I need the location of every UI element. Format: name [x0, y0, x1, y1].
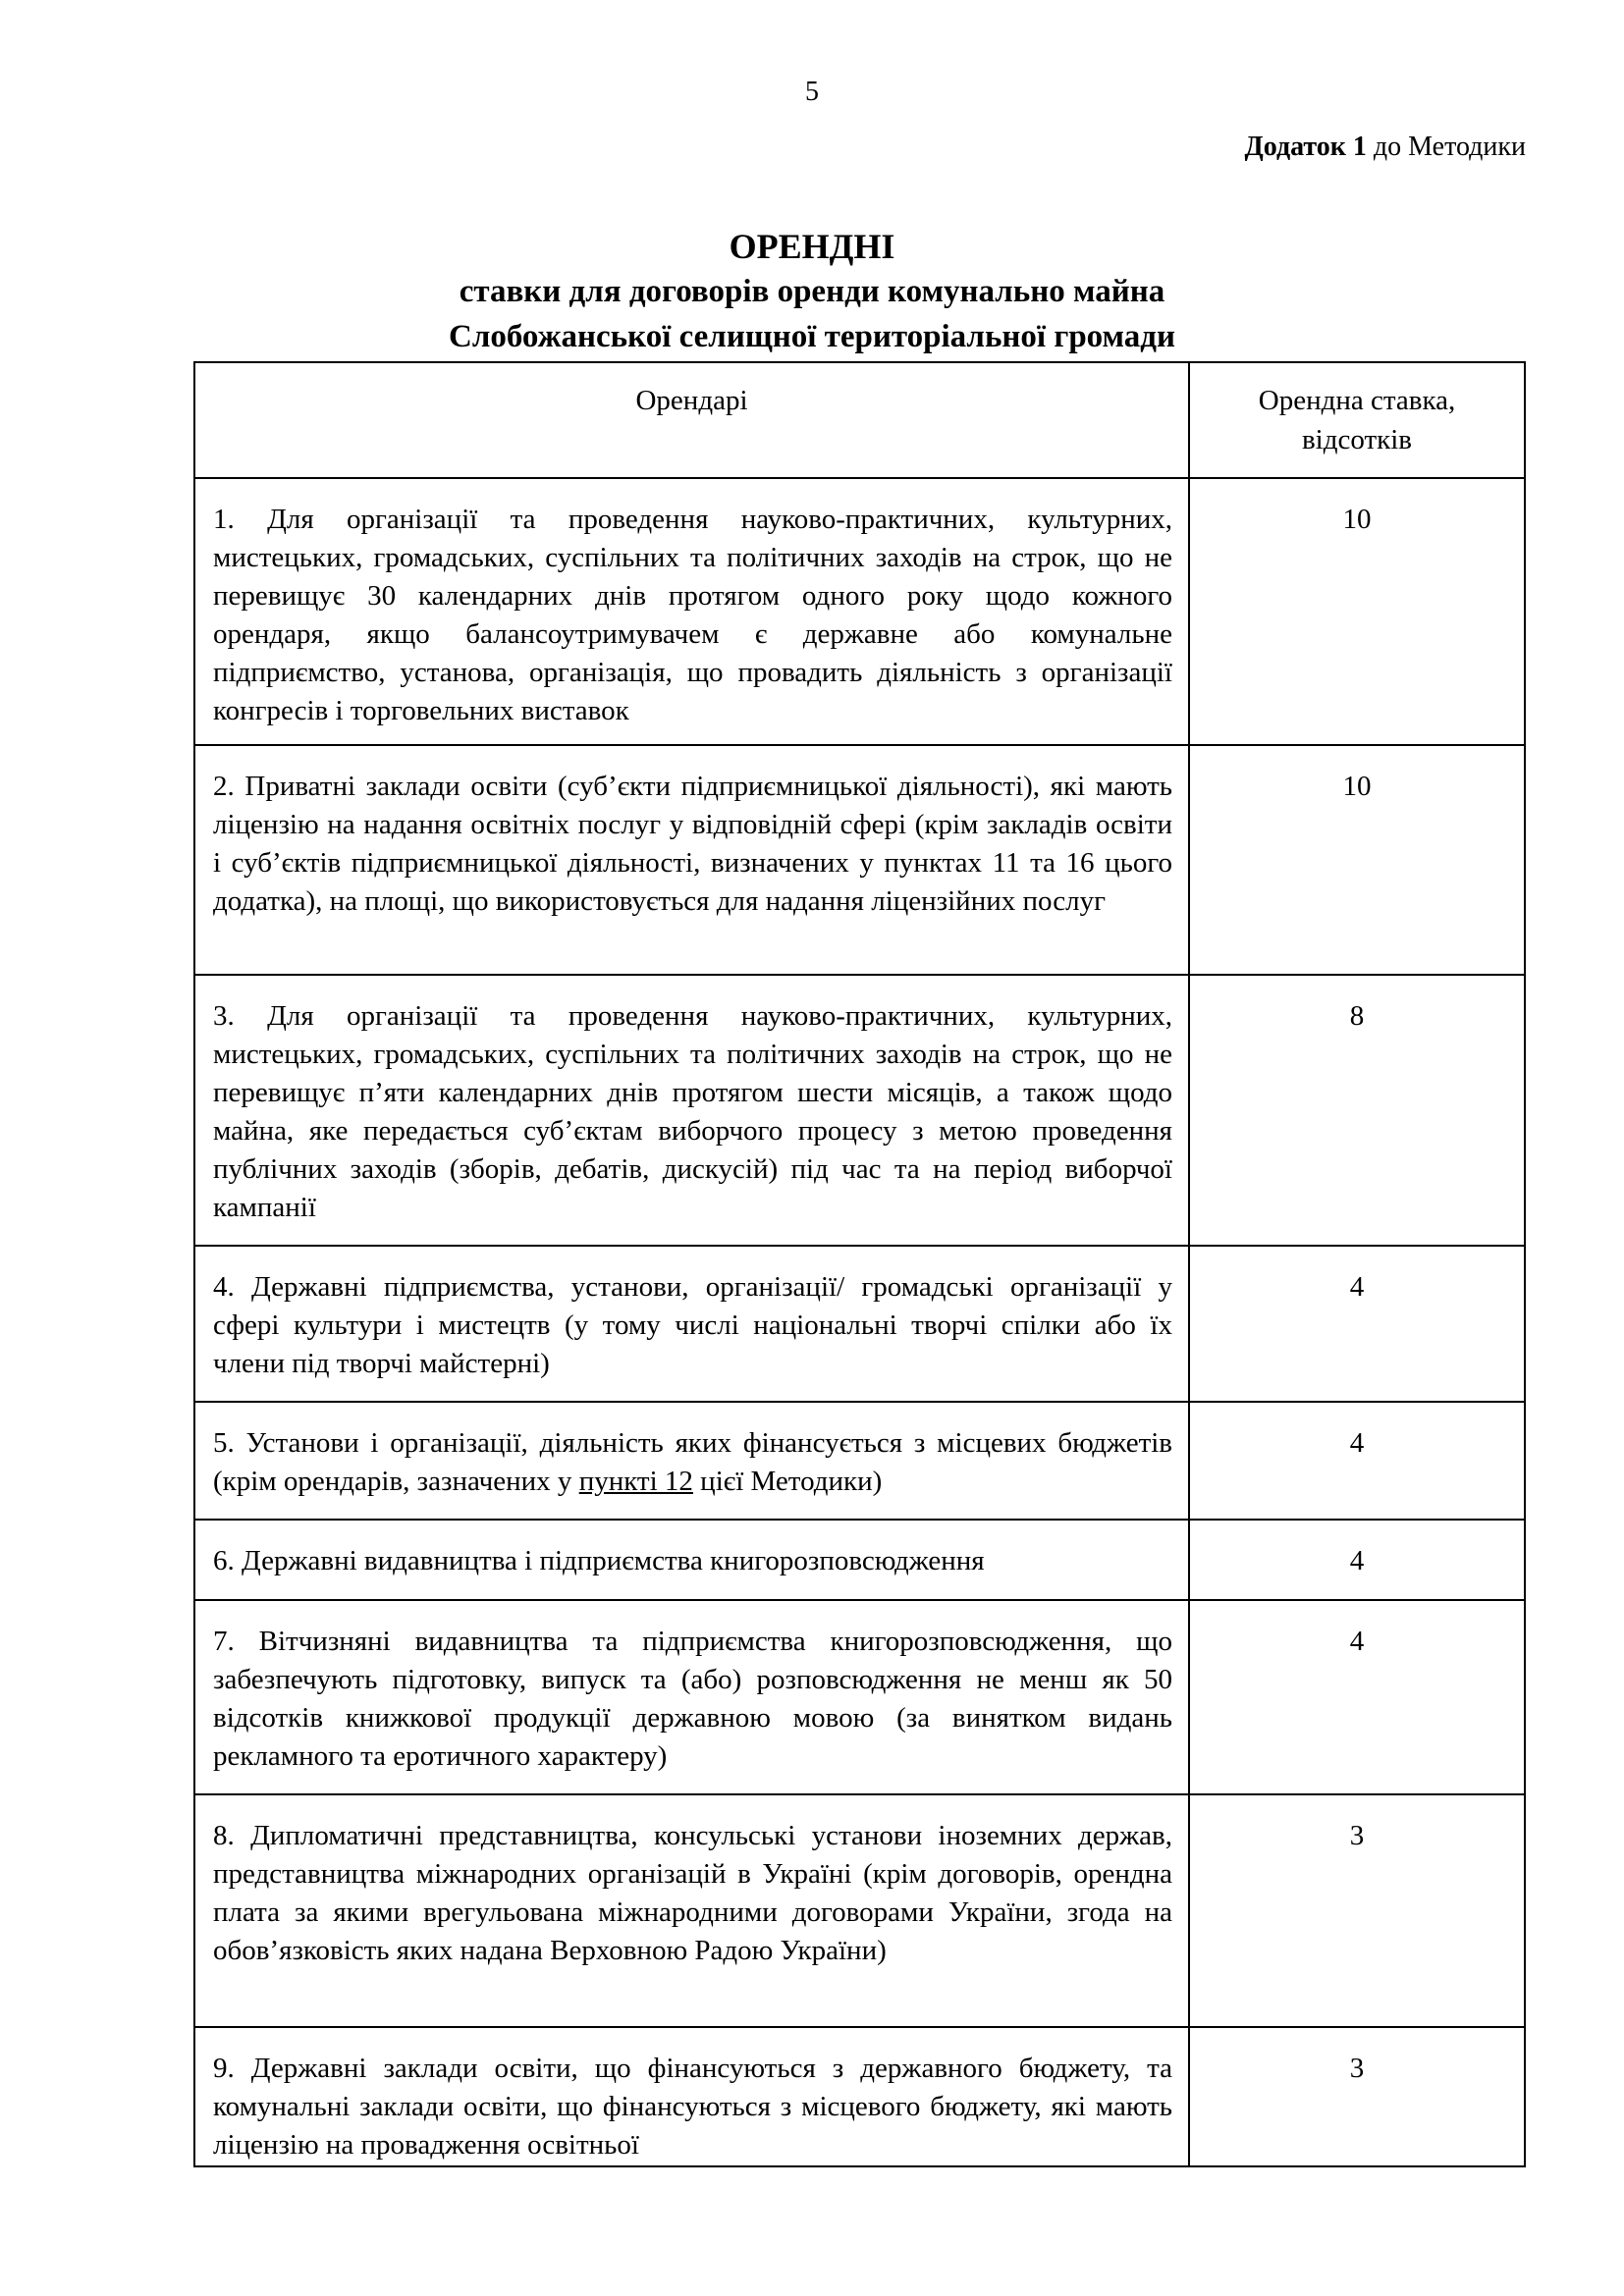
title-line-3: Слобожанської селищної територіальної громади — [448, 319, 1176, 354]
header-rate — [1189, 362, 1525, 478]
table-row — [194, 745, 1525, 975]
rates-table — [193, 361, 1526, 2167]
row-rate: 10 — [1189, 745, 1525, 975]
appendix-target: до Методики — [1366, 132, 1526, 162]
table-row — [194, 478, 1525, 745]
row-description: 2. Приватні заклади освіти (суб’єкти підприємницької діяльності), які мають ліцензію на надання освітніх послуг у відповідній сфері (крім закладів освіти і суб’єктів підприємницької діяльності, визначених у пунктах 11 та 16 цього додатка), на площі, що використовується для надання ліцензійних послуг — [194, 745, 1189, 975]
table-row — [194, 1600, 1525, 1794]
table-row — [194, 2027, 1525, 2166]
table-row — [194, 1794, 1525, 2027]
reference-link[interactable]: пункті 12 — [578, 1466, 693, 1497]
row-rate: 3 — [1189, 1794, 1525, 2027]
header-rate-line-2: відсотків — [1301, 424, 1412, 455]
row-rate: 3 — [1189, 2027, 1525, 2166]
row-text-before-link: 5. Установи і організації, діяльність яких фінансується з місцевих бюджетів (крім орендарів, зазначених у — [213, 1427, 1172, 1497]
row-rate: 8 — [1189, 975, 1525, 1246]
row-rate: 4 — [1189, 1246, 1525, 1402]
row-description: 6. Державні видавництва і підприємства книгорозповсюдження — [194, 1520, 1189, 1600]
row-description: 4. Державні підприємства, установи, організації/ громадські організації у сфері культури і мистецтв (у тому числі національні творчі спілки або їх члени під творчі майстерні) — [194, 1246, 1189, 1402]
appendix-reference — [1244, 132, 1526, 163]
header-rate-line-1: Орендна ставка, — [1258, 385, 1456, 416]
row-rate: 10 — [1189, 478, 1525, 745]
document-title — [0, 224, 1624, 359]
row-description: 1. Для організації та проведення науково-практичних, культурних, мистецьких, громадських, суспільних та політичних заходів на строк, що не перевищує 30 календарних днів протягом одного року щодо кожного орендаря, якщо балансоутримувачем є державне або комунальне підприємство, установа, організація, що провадить діяльність з організації конгресів і торговельних виставок — [194, 478, 1189, 745]
title-line-2: ставки для договорів оренди комунально майна — [459, 274, 1165, 309]
row-description: 9. Державні заклади освіти, що фінансуються з державного бюджету, та комунальні заклади освіти, що фінансуються з місцевого бюджету, які мають ліцензію на провадження освітньої — [194, 2027, 1189, 2166]
appendix-label: Додаток 1 — [1244, 132, 1367, 162]
row-text-after-link: цієї Методики) — [692, 1466, 883, 1497]
header-tenants: Орендарі — [194, 362, 1189, 478]
row-description — [194, 1402, 1189, 1520]
table-row — [194, 975, 1525, 1246]
title-main: ОРЕНДНІ — [729, 227, 895, 266]
row-description: 8. Дипломатичні представництва, консульські установи іноземних держав, представництва міжнародних організацій в Україні (крім договорів, орендна плата за якими врегульована міжнародними договорами України, згода на обов’язковість яких надана Верховною Радою України) — [194, 1794, 1189, 2027]
row-description: 3. Для організації та проведення науково-практичних, культурних, мистецьких, громадських, суспільних та політичних заходів на строк, що не перевищує п’яти календарних днів протягом шести місяців, а також щодо майна, яке передається суб’єктам виборчого процесу з метою проведення публічних заходів (зборів, дебатів, дискусій) під час та на період виборчої кампанії — [194, 975, 1189, 1246]
table-row — [194, 1246, 1525, 1402]
table-header-row — [194, 362, 1525, 478]
table-row — [194, 1520, 1525, 1600]
table-row — [194, 1402, 1525, 1520]
row-rate: 4 — [1189, 1402, 1525, 1520]
row-rate: 4 — [1189, 1600, 1525, 1794]
page-number: 5 — [805, 77, 819, 107]
row-rate: 4 — [1189, 1520, 1525, 1600]
row-description: 7. Вітчизняні видавництва та підприємства книгорозповсюдження, що забезпечують підготовку, випуск та (або) розповсюдження не менш як 50 відсотків книжкової продукції державною мовою (за винятком видань рекламного та еротичного характеру) — [194, 1600, 1189, 1794]
